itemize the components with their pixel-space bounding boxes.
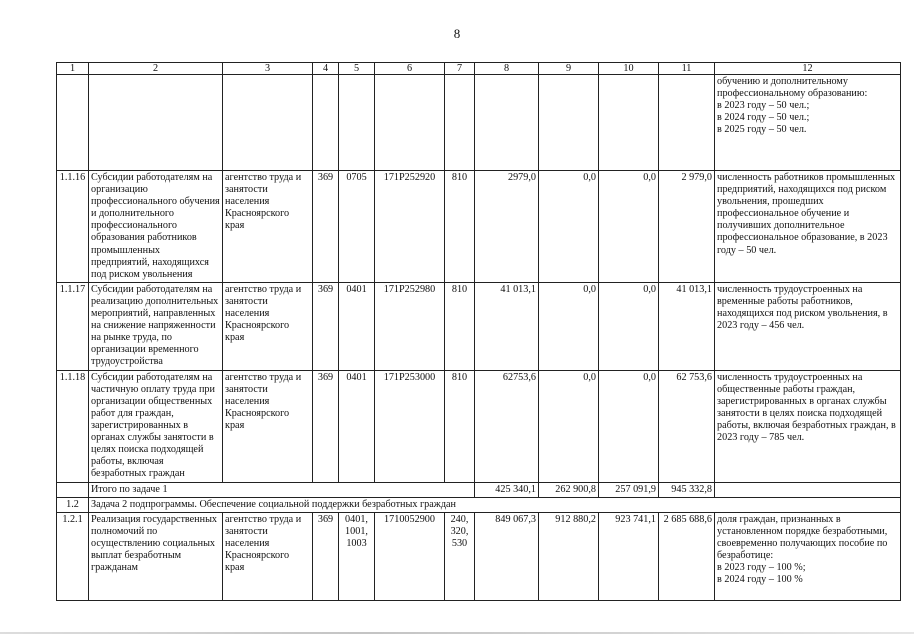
col-header: 8 bbox=[475, 63, 539, 75]
code-expense: 810 bbox=[445, 282, 475, 370]
code-target: 171P252920 bbox=[375, 171, 445, 283]
amount-2024: 0,0 bbox=[539, 282, 599, 370]
code-expense: 810 bbox=[445, 370, 475, 482]
code-grbs: 369 bbox=[313, 171, 339, 283]
amount-2025: 0,0 bbox=[599, 171, 659, 283]
row-number: 1.1.16 bbox=[57, 171, 89, 283]
row-number: 1.2 bbox=[57, 497, 89, 512]
total-label: Итого по задаче 1 bbox=[89, 482, 475, 497]
col-header: 6 bbox=[375, 63, 445, 75]
expected-result: численность трудоустроенных на общественные работы граждан, зарегистрированных в органах службы занятости в целях поиска подходящей работы, включая безработных граждан, в 2023 году – 785 чел. bbox=[715, 370, 901, 482]
empty-cell bbox=[57, 482, 89, 497]
amount-2024: 0,0 bbox=[539, 370, 599, 482]
code-section: 0401 bbox=[339, 370, 375, 482]
executor: агентство труда и занятости населения Красноярского края bbox=[223, 171, 313, 283]
code-grbs: 369 bbox=[313, 282, 339, 370]
amount-2025: 923 741,1 bbox=[599, 512, 659, 600]
total-2023: 425 340,1 bbox=[475, 482, 539, 497]
code-expense bbox=[445, 75, 475, 171]
total-2024: 262 900,8 bbox=[539, 482, 599, 497]
col-header: 4 bbox=[313, 63, 339, 75]
amount-total: 2 685 688,6 bbox=[659, 512, 715, 600]
scan-artifact bbox=[0, 632, 914, 634]
activity-name: Субсидии работодателям на организацию профессионального обучения и дополнительного профессионального образования работников промышленных предприятий, находящихся под риском увольнения bbox=[89, 171, 223, 283]
amount-2023: 849 067,3 bbox=[475, 512, 539, 600]
col-header: 12 bbox=[715, 63, 901, 75]
table-row bbox=[57, 370, 901, 482]
code-target bbox=[375, 75, 445, 171]
code-target: 1710052900 bbox=[375, 512, 445, 600]
table-row bbox=[57, 75, 901, 171]
executor: агентство труда и занятости населения Красноярского края bbox=[223, 512, 313, 600]
code-section bbox=[339, 75, 375, 171]
empty-cell bbox=[715, 482, 901, 497]
activity-name: Субсидии работодателям на частичную оплату труда при организации общественных работ для граждан, зарегистрированных в органах службы занятости в целях поиска подходящей работы, включая безработных граждан bbox=[89, 370, 223, 482]
total-2025: 257 091,9 bbox=[599, 482, 659, 497]
amount-total: 2 979,0 bbox=[659, 171, 715, 283]
expected-result: доля граждан, признанных в установленном порядке безработными, своевременно получающих пособие по безработице: в 2023 году – 100 %; в 2024 году – 100 % bbox=[715, 512, 901, 600]
executor: агентство труда и занятости населения Красноярского края bbox=[223, 370, 313, 482]
amount-2023: 62753,6 bbox=[475, 370, 539, 482]
amount-2024: 0,0 bbox=[539, 171, 599, 283]
row-number: 1.2.1 bbox=[57, 512, 89, 600]
expected-result: численность трудоустроенных на временные работы работников, находящихся под риском увольнения, в 2023 году – 456 чел. bbox=[715, 282, 901, 370]
program-table bbox=[56, 62, 901, 601]
row-number: 1.1.18 bbox=[57, 370, 89, 482]
task-row bbox=[57, 497, 901, 512]
code-target: 171P252980 bbox=[375, 282, 445, 370]
amount-2025 bbox=[599, 75, 659, 171]
code-grbs: 369 bbox=[313, 370, 339, 482]
col-header: 5 bbox=[339, 63, 375, 75]
code-grbs bbox=[313, 75, 339, 171]
row-number: 1.1.17 bbox=[57, 282, 89, 370]
amount-2025: 0,0 bbox=[599, 282, 659, 370]
amount-2024: 912 880,2 bbox=[539, 512, 599, 600]
header-row bbox=[57, 63, 901, 75]
amount-2023 bbox=[475, 75, 539, 171]
col-header: 11 bbox=[659, 63, 715, 75]
code-section: 0401 bbox=[339, 282, 375, 370]
activity-name: Субсидии работодателям на реализацию дополнительных мероприятий, направленных на снижение напряженности на рынке труда, по организации временного трудоустройства bbox=[89, 282, 223, 370]
col-header: 10 bbox=[599, 63, 659, 75]
col-header: 2 bbox=[89, 63, 223, 75]
activity-name bbox=[89, 75, 223, 171]
expected-result: обучению и дополнительному профессиональному образованию: в 2023 году – 50 чел.; в 2024 году – 50 чел.; в 2025 году – 50 чел. bbox=[715, 75, 901, 171]
total-sum: 945 332,8 bbox=[659, 482, 715, 497]
amount-2023: 41 013,1 bbox=[475, 282, 539, 370]
amount-2023: 2979,0 bbox=[475, 171, 539, 283]
amount-total: 41 013,1 bbox=[659, 282, 715, 370]
col-header: 3 bbox=[223, 63, 313, 75]
amount-total bbox=[659, 75, 715, 171]
code-expense: 810 bbox=[445, 171, 475, 283]
code-section: 0705 bbox=[339, 171, 375, 283]
total-row bbox=[57, 482, 901, 497]
amount-total: 62 753,6 bbox=[659, 370, 715, 482]
executor: агентство труда и занятости населения Красноярского края bbox=[223, 282, 313, 370]
code-section: 0401, 1001, 1003 bbox=[339, 512, 375, 600]
activity-name: Реализация государственных полномочий по осуществлению социальных выплат безработным гражданам bbox=[89, 512, 223, 600]
expected-result: численность работников промышленных предприятий, находящихся под риском увольнения, прошедших профессиональное обучение и получивших дополнительное профессиональное образование, в 2023 году – 50 чел. bbox=[715, 171, 901, 283]
page-number: 8 bbox=[453, 26, 461, 41]
col-header: 7 bbox=[445, 63, 475, 75]
task-title: Задача 2 подпрограммы. Обеспечение социальной поддержки безработных граждан bbox=[89, 497, 901, 512]
table-row bbox=[57, 171, 901, 283]
col-header: 9 bbox=[539, 63, 599, 75]
row-number bbox=[57, 75, 89, 171]
amount-2024 bbox=[539, 75, 599, 171]
table-row bbox=[57, 282, 901, 370]
amount-2025: 0,0 bbox=[599, 370, 659, 482]
executor bbox=[223, 75, 313, 171]
code-target: 171P253000 bbox=[375, 370, 445, 482]
table-row bbox=[57, 512, 901, 600]
code-expense: 240, 320, 530 bbox=[445, 512, 475, 600]
code-grbs: 369 bbox=[313, 512, 339, 600]
col-header: 1 bbox=[57, 63, 89, 75]
